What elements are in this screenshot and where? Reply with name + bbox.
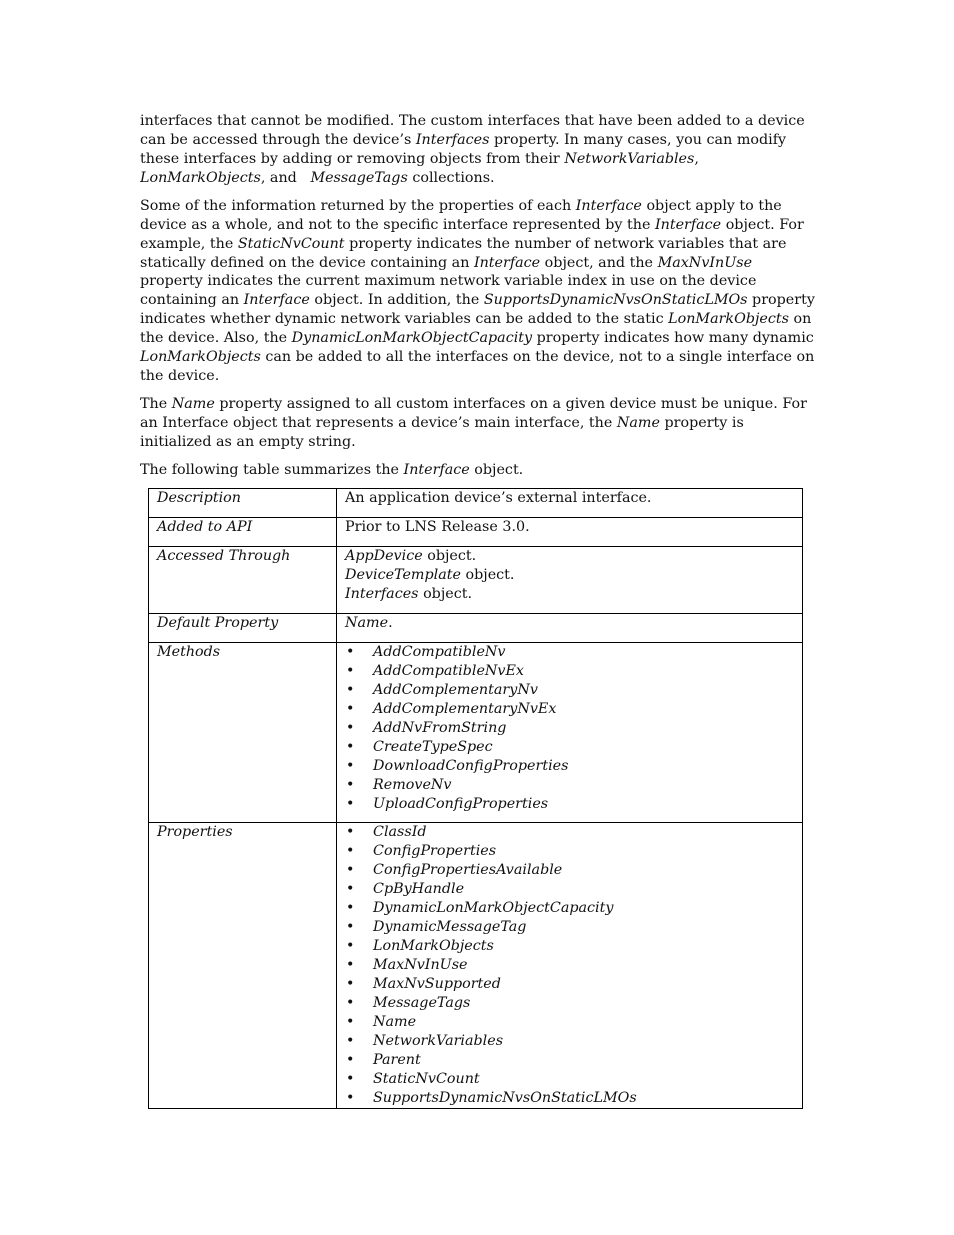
paragraph-name-property bbox=[140, 395, 818, 452]
text: property is initialized as an empty string. bbox=[140, 414, 744, 450]
accessed-line bbox=[345, 585, 794, 604]
term: Interface bbox=[473, 254, 541, 271]
list-item: • DownloadConfigProperties bbox=[345, 757, 794, 776]
table-row-accessed-through bbox=[149, 546, 803, 613]
text: object. For example, the bbox=[140, 216, 804, 252]
table-row-properties bbox=[149, 822, 803, 1108]
list-item: • Name bbox=[345, 1013, 794, 1032]
properties-list bbox=[345, 823, 794, 1108]
object-name: Interfaces bbox=[345, 585, 419, 602]
text: , and bbox=[260, 169, 311, 186]
term: DynamicLonMarkObjectCapacity bbox=[291, 330, 533, 347]
list-item: • ConfigProperties bbox=[345, 842, 794, 861]
list-item: • StaticNvCount bbox=[345, 1070, 794, 1089]
object-name: DeviceTemplate bbox=[345, 566, 461, 583]
row-key: Added to API bbox=[149, 517, 337, 546]
paragraph-device-properties bbox=[140, 197, 818, 386]
methods-list bbox=[345, 643, 794, 814]
accessed-line bbox=[345, 566, 794, 585]
text: Some of the information returned by the properties of each bbox=[140, 197, 576, 214]
list-item: • UploadConfigProperties bbox=[345, 795, 794, 814]
text: object, and the bbox=[540, 254, 658, 271]
list-item: • RemoveNv bbox=[345, 776, 794, 795]
text: object. bbox=[469, 461, 524, 478]
text: object. In addition, the bbox=[309, 292, 484, 309]
list-item: • LonMarkObjects bbox=[345, 937, 794, 956]
list-item: • MaxNvInUse bbox=[345, 956, 794, 975]
document-page bbox=[140, 112, 818, 1109]
row-key: Default Property bbox=[149, 613, 337, 642]
text: on the device. Also, the bbox=[140, 311, 812, 347]
property-name: Name bbox=[345, 614, 389, 631]
text: object apply to the device as a whole, and not to the specific interface represented by the bbox=[140, 197, 782, 233]
text: . bbox=[388, 614, 393, 631]
term: Interfaces bbox=[415, 131, 490, 148]
list-item: • CreateTypeSpec bbox=[345, 738, 794, 757]
text: property indicates the number of network variables that are statically defined on the device containing an bbox=[140, 235, 787, 271]
list-item: • MessageTags bbox=[345, 994, 794, 1013]
table-row-description bbox=[149, 488, 803, 517]
table-row-methods bbox=[149, 642, 803, 822]
row-key: Methods bbox=[149, 642, 337, 822]
row-value: An application device’s external interface. bbox=[337, 488, 803, 517]
list-item: • Parent bbox=[345, 1051, 794, 1070]
text: property assigned to all custom interfaces on a given device must be unique. For an Interface object that represents a device’s main interface, the bbox=[140, 396, 807, 431]
text: property indicates whether dynamic network variables can be added to the static bbox=[140, 292, 815, 328]
list-item: • AddCompatibleNv bbox=[345, 643, 794, 662]
term: LonMarkObjects bbox=[668, 311, 789, 328]
text: can be added to all the interfaces on the device, not to a single interface on the device. bbox=[140, 349, 815, 384]
term: Name bbox=[616, 414, 660, 431]
row-value bbox=[337, 822, 803, 1108]
accessed-line bbox=[345, 547, 794, 566]
text: property indicates how many dynamic bbox=[532, 330, 814, 347]
term: Interface bbox=[403, 461, 470, 478]
text: interfaces that cannot be modified. The custom interfaces that have been added to a device can be accessed through the device’s bbox=[140, 113, 805, 148]
interface-object-table bbox=[148, 488, 803, 1109]
row-value bbox=[337, 642, 803, 822]
list-item: • DynamicLonMarkObjectCapacity bbox=[345, 899, 794, 918]
text: object. bbox=[418, 585, 473, 602]
row-value bbox=[337, 613, 803, 642]
term: Interface bbox=[575, 197, 642, 214]
list-item: • AddComplementaryNv bbox=[345, 681, 794, 700]
term: Name bbox=[171, 396, 215, 413]
term: StaticNvCount bbox=[237, 235, 345, 252]
row-key: Description bbox=[149, 488, 337, 517]
list-item: • CpByHandle bbox=[345, 880, 794, 899]
text: object. bbox=[460, 566, 515, 583]
list-item: • NetworkVariables bbox=[345, 1032, 794, 1051]
row-value bbox=[337, 546, 803, 613]
list-item: • DynamicMessageTag bbox=[345, 918, 794, 937]
term: LonMarkObjects bbox=[140, 349, 261, 366]
term: Interface bbox=[243, 292, 310, 309]
paragraph-table-intro bbox=[140, 461, 818, 480]
term: NetworkVariables bbox=[564, 150, 695, 167]
text: collections. bbox=[407, 169, 495, 186]
list-item: • ClassId bbox=[345, 823, 794, 842]
row-key: Properties bbox=[149, 822, 337, 1108]
list-item: • AddComplementaryNvEx bbox=[345, 700, 794, 719]
object-name: AppDevice bbox=[345, 547, 423, 564]
row-key: Accessed Through bbox=[149, 546, 337, 613]
list-item: • MaxNvSupported bbox=[345, 975, 794, 994]
text: The bbox=[140, 396, 172, 413]
list-item: • AddCompatibleNvEx bbox=[345, 662, 794, 681]
term: MessageTags bbox=[310, 169, 408, 186]
text: property indicates the current maximum network variable index in use on the device containing an bbox=[140, 273, 757, 309]
text: property. In many cases, you can modify these interfaces by adding or removing objects from their bbox=[140, 131, 787, 167]
text: object. bbox=[422, 547, 477, 564]
term: MaxNvInUse bbox=[657, 254, 753, 271]
paragraph-custom-interfaces bbox=[140, 112, 818, 188]
text: , bbox=[694, 150, 699, 167]
list-item: • ConfigPropertiesAvailable bbox=[345, 861, 794, 880]
term: SupportsDynamicNvsOnStaticLMOs bbox=[483, 292, 748, 309]
list-item: • AddNvFromString bbox=[345, 719, 794, 738]
table-row-default-property bbox=[149, 613, 803, 642]
term: LonMarkObjects bbox=[140, 169, 261, 186]
table-row-added-to-api bbox=[149, 517, 803, 546]
term: Interface bbox=[654, 216, 722, 233]
text: The following table summarizes the bbox=[140, 461, 404, 478]
row-value: Prior to LNS Release 3.0. bbox=[337, 517, 803, 546]
list-item: • SupportsDynamicNvsOnStaticLMOs bbox=[345, 1089, 794, 1108]
